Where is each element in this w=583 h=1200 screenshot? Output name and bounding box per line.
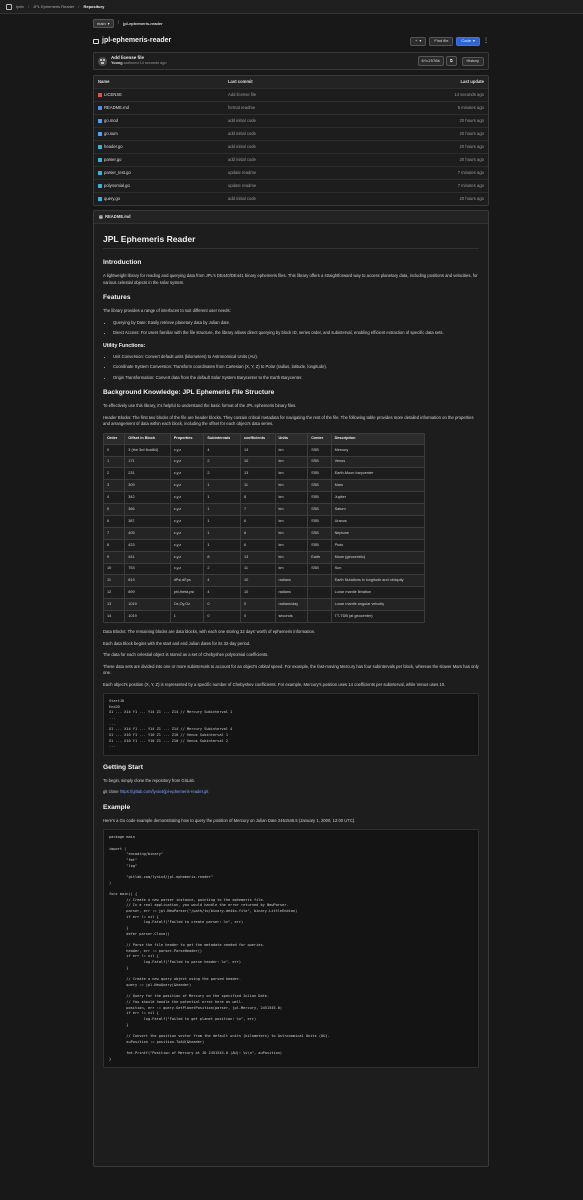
table-cell: 14 xyxy=(104,611,125,623)
file-commit[interactable]: format readme xyxy=(228,105,256,111)
file-commit[interactable]: add initial code xyxy=(228,157,256,163)
table-cell: 6 xyxy=(241,527,276,539)
table-cell: radians xyxy=(275,575,308,587)
table-cell: x,y,z xyxy=(170,539,204,551)
file-name-cell[interactable] xyxy=(98,118,228,124)
table-cell: x,y,z xyxy=(170,516,204,528)
commit-sha[interactable]: 6fc2576b xyxy=(418,56,444,66)
table-cell: 2 xyxy=(204,468,241,480)
table-cell: 309 xyxy=(125,480,170,492)
table-cell: SSB xyxy=(308,468,331,480)
chebyshev-paragraph: The data for each celestial object is stored as a set of Chebyshev polynomial coefficients. xyxy=(103,652,269,658)
last-commit-box xyxy=(93,52,489,70)
commit-actions xyxy=(418,56,484,66)
folder-icon xyxy=(93,39,99,44)
table-row xyxy=(104,563,425,575)
table-header-cell: Properties xyxy=(170,433,204,444)
table-cell: 2 xyxy=(104,468,125,480)
data-blocks-paragraph: Data Blocks: The remaining blocks are data blocks, with each one storing 32 days' worth of ephemeris information. xyxy=(103,629,316,635)
file-updated: 20 hours ago xyxy=(459,118,484,124)
table-cell: 387 xyxy=(125,516,170,528)
go-file-icon xyxy=(98,145,102,149)
table-cell: 0 xyxy=(204,611,241,623)
background-paragraph: To effectively use this library, it's helpful to understand the basic format of the JPL ephemeris binary files. xyxy=(103,403,297,409)
table-cell: 171 xyxy=(125,456,170,468)
file-commit[interactable]: update readme xyxy=(228,170,257,176)
data-block-dates-paragraph: Each data block begins with the start and end Julian dates for its 32-day period. xyxy=(103,640,251,646)
table-cell: Pluto xyxy=(331,539,424,551)
avatar[interactable] xyxy=(98,57,107,66)
table-cell: seconds xyxy=(275,611,308,623)
file-name[interactable]: header.go xyxy=(104,144,123,150)
table-cell: 1 xyxy=(204,480,241,492)
code-label: Code xyxy=(461,38,471,44)
table-row xyxy=(104,587,425,599)
table-header-cell: Offset in Block xyxy=(125,433,170,444)
breadcrumb-separator: / xyxy=(78,3,80,9)
table-row xyxy=(104,444,425,456)
repository-main xyxy=(93,18,489,1167)
readme-filename[interactable]: README.md xyxy=(104,214,131,220)
table-row[interactable] xyxy=(94,179,488,192)
table-cell: 4 xyxy=(204,444,241,456)
table-cell: Sun xyxy=(331,563,424,575)
file-commit[interactable]: add initial code xyxy=(228,144,256,150)
file-name[interactable]: LICENSE xyxy=(104,92,122,98)
table-cell: Earth Nutations in longitude and obliquity xyxy=(331,575,424,587)
table-cell: radians/day xyxy=(275,599,308,611)
table-cell: SSB xyxy=(308,480,331,492)
table-cell: 10 xyxy=(104,563,125,575)
table-cell: km xyxy=(275,516,308,528)
table-cell: Saturn xyxy=(331,504,424,516)
file-updated: 7 minutes ago xyxy=(457,170,484,176)
table-cell: x,y,z xyxy=(170,480,204,492)
table-cell: x,y,z xyxy=(170,551,204,563)
table-cell: 8 xyxy=(241,492,276,504)
table-cell: 11 xyxy=(241,563,276,575)
table-header-cell: Description xyxy=(331,433,424,444)
col-last-commit: Last commit xyxy=(228,79,253,85)
features-list xyxy=(103,320,479,337)
table-cell xyxy=(308,587,331,599)
branch-selector[interactable] xyxy=(93,19,114,28)
table-cell: radians xyxy=(275,587,308,599)
table-cell: 7 xyxy=(104,527,125,539)
table-cell: 1019 xyxy=(125,599,170,611)
table-cell: 1 xyxy=(204,516,241,528)
file-updated: 20 hours ago xyxy=(459,131,484,137)
find-file-button[interactable]: Find file xyxy=(429,37,453,46)
clone-url-link[interactable]: https://gitlab.com/lynix4/jpl-ephemeris-reader.git xyxy=(119,789,209,795)
readme-title: JPL Ephemeris Reader xyxy=(103,234,479,249)
commit-message[interactable]: Add license file xyxy=(111,55,145,61)
table-cell: 6 xyxy=(104,516,125,528)
table-cell: x,y,z xyxy=(170,504,204,516)
table-cell: 1019 xyxy=(125,611,170,623)
repo-actions xyxy=(410,37,489,46)
project-avatar-icon xyxy=(6,4,12,10)
table-cell: Earth xyxy=(308,551,331,563)
add-label: + xyxy=(415,38,418,44)
heading-introduction: Introduction xyxy=(103,259,142,267)
list-item: • Coordinate System Conversion: Transform coordinates from Cartesian (X, Y, Z) to Polar (radius, latitude, longitude). xyxy=(113,364,479,371)
code-button[interactable] xyxy=(456,37,480,46)
table-cell: 342 xyxy=(125,492,170,504)
table-cell: Lunar mantle angular velocity xyxy=(331,599,424,611)
table-cell: km xyxy=(275,444,308,456)
table-cell: Neptune xyxy=(331,527,424,539)
path-separator: / xyxy=(117,20,120,27)
header-blocks-paragraph: Header Blocks: The first two blocks of the file are header blocks. They contain critical metadata for navigating the rest of the file. The following table provides more detailed information on the properties and arrangement of data within each block, including the offset for each object's data series. xyxy=(103,414,474,427)
table-row xyxy=(104,480,425,492)
repo-title-row xyxy=(93,35,489,47)
table-cell: 10 xyxy=(241,456,276,468)
table-cell: 0 xyxy=(104,444,125,456)
file-updated: 5 minutes ago xyxy=(457,105,484,111)
file-name-cell[interactable] xyxy=(98,183,228,189)
table-cell: 1 xyxy=(104,456,125,468)
file-commit[interactable]: Add license file xyxy=(228,92,257,98)
table-cell xyxy=(308,611,331,623)
list-item: • Querying by Date: Easily retrieve planetary data by Julian date. xyxy=(113,320,479,327)
branch-name: main xyxy=(97,20,106,26)
file-name-cell[interactable] xyxy=(98,105,228,111)
table-row[interactable] xyxy=(94,88,488,101)
table-cell: x,y,z xyxy=(170,468,204,480)
table-row xyxy=(104,611,425,623)
go-file-icon xyxy=(98,184,102,188)
table-cell: 2 xyxy=(204,456,241,468)
table-cell: 14 xyxy=(241,444,276,456)
go-file-icon xyxy=(98,119,102,123)
chevron-down-icon: ▾ xyxy=(472,38,475,44)
table-cell: 1 xyxy=(204,539,241,551)
table-cell: 2 xyxy=(204,563,241,575)
file-rows xyxy=(94,88,488,205)
table-cell: 4 xyxy=(204,587,241,599)
table-row xyxy=(104,539,425,551)
table-row[interactable] xyxy=(94,166,488,179)
table-cell: 9 xyxy=(104,551,125,563)
table-cell: 899 xyxy=(125,587,170,599)
table-cell: Lunar mantle libration xyxy=(331,587,424,599)
table-row xyxy=(104,599,425,611)
table-cell: km xyxy=(275,563,308,575)
table-cell: Ox,Oy,Oz xyxy=(170,599,204,611)
heading-getting-start: Getting Start xyxy=(103,764,143,772)
table-cell: x,y,z xyxy=(170,527,204,539)
table-cell: Mercury xyxy=(331,444,424,456)
table-cell: 1 xyxy=(204,492,241,504)
table-cell: 1 xyxy=(204,527,241,539)
file-table-header xyxy=(94,76,488,88)
table-cell xyxy=(308,599,331,611)
file-updated: 7 minutes ago xyxy=(457,183,484,189)
table-cell: 3 (the 3rd float64) xyxy=(125,444,170,456)
user-avatar-icon xyxy=(98,57,107,66)
example-code-block: package main import ( "encoding/binary" "fmt" "log" "gitlab.com/lynix4/jpl-ephemeris-reader" ) func main() { // Create a new parser instance, pointing to the ephemeris file. // In a real application, you would handle the error returned by NewParser. parser, err := jpl.NewParser("/path/to/binary-de44x-file", binary.LittleEndian) if err != nil { log.Fatalf("Failed to create parser: %v", err) } defer parser.Close() // Parse the file header to get the metadata needed for queries. header, err := parser.ParseHeader() if err != nil { log.Fatalf("Failed to parse header: %v", err) } // Create a new query object using the parsed header. query := jpl.NewQuery(&header) // Query for the position of Mercury on the specified Julian Date. // You should handle the potential error here as well. position, err := query.GetPlanetPosition(parser, jpl.Mercury, 2451545.0) if err != nil { log.Fatalf("Failed to get planet position: %v", err) } // Convert the position vector from the default units (kilometers) to Astronomical Units (AU). auPosition := position.ToAU(&header) fmt.Printf("Position of Mercury at JD 2451545.0 (AU): %v\n", auPosition) } xyxy=(103,829,479,1068)
heading-background: Background Knowledge: JPL Ephemeris File Structure xyxy=(103,389,275,397)
repo-path[interactable]: jpl-ephemeris-reader xyxy=(123,20,163,26)
table-cell: 231 xyxy=(125,468,170,480)
table-cell: 13 xyxy=(241,468,276,480)
breadcrumb-separator: / xyxy=(28,3,30,9)
col-last-update: Last update xyxy=(460,79,484,85)
getting-start-paragraph: To begin, simply clone the repository from GitLab. xyxy=(103,777,195,783)
table-cell: km xyxy=(275,468,308,480)
license-icon xyxy=(98,93,102,97)
history-button[interactable]: History xyxy=(462,57,484,66)
example-paragraph: Here's a Go code example demonstrating how to query the position of Mercury on Julian Date 2451545.5 (January 1, 2000, 12:00 UTC). xyxy=(103,817,356,823)
table-row xyxy=(104,551,425,563)
table-cell: SSB xyxy=(308,456,331,468)
table-cell: 441 xyxy=(125,551,170,563)
table-cell: Uranus xyxy=(331,516,424,528)
table-cell: km xyxy=(275,551,308,563)
table-cell: Mars xyxy=(331,480,424,492)
table-cell: 8 xyxy=(204,551,241,563)
go-file-icon xyxy=(98,132,102,136)
table-cell: Jupiter xyxy=(331,492,424,504)
table-row[interactable] xyxy=(94,101,488,114)
table-cell: 7 xyxy=(241,504,276,516)
table-cell: 12 xyxy=(104,587,125,599)
table-cell: 0 xyxy=(204,599,241,611)
table-cell: 753 xyxy=(125,563,170,575)
col-name: Name xyxy=(98,79,110,85)
table-cell: 6 xyxy=(241,539,276,551)
intro-paragraph: A lightweight library for reading and querying data from JPL's DE440/DE441 binary ephemeris files. This library offers a straightforward way to access planetary data, including positions and velocities, for various celestial objects in the solar system. xyxy=(103,273,478,285)
commit-info xyxy=(111,55,166,66)
file-name-cell[interactable] xyxy=(98,144,228,150)
list-item: • Unit Conversion: Convert default units (kilometers) to Astronomical Units (AU). xyxy=(113,354,479,361)
table-row xyxy=(104,516,425,528)
table-cell: x,y,z xyxy=(170,456,204,468)
table-cell: 4 xyxy=(204,575,241,587)
copy-icon[interactable]: ⧉ xyxy=(446,56,457,66)
file-updated: 20 hours ago xyxy=(459,157,484,163)
go-file-icon xyxy=(98,171,102,175)
subintervals-paragraph: These data sets are divided into one or more subintervals to account for an object's orbital speed. For example, the fast-moving Mercury has four subintervals per block, whereas the slower Mars has only one. xyxy=(103,663,479,676)
table-header-cell: Subintervals xyxy=(204,433,241,444)
file-commit[interactable]: add initial code xyxy=(228,131,256,137)
table-cell: x,y,z xyxy=(170,444,204,456)
table-row xyxy=(104,527,425,539)
chevron-down-icon: ▾ xyxy=(107,20,110,26)
utility-list xyxy=(103,354,479,382)
go-file-icon xyxy=(98,158,102,162)
file-updated: 14 seconds ago xyxy=(454,92,484,98)
readme-content xyxy=(94,224,488,1068)
table-cell: 10 xyxy=(241,587,276,599)
layout-code-block: StartJD EndJD X1 ... X14 Y1 ... Y14 Z1 ... Z14 // Mercury Subinterval 1 ... ... X1 ... X14 Y1 ... Y14 Z1 ... Z14 // Mercury Subinterval 4 X1 ... X10 Y1 ... Y10 Z1 ... Z10 // Venus Subinterval 1 X1 ... X10 Y1 ... Y10 Z1 ... Z10 // Venus Subinterval 2 ... xyxy=(103,693,479,756)
table-cell: SSB xyxy=(308,563,331,575)
file-commit[interactable]: update readme xyxy=(228,183,257,189)
table-row xyxy=(104,492,425,504)
file-name-cell[interactable] xyxy=(98,196,228,202)
table-cell: SSB xyxy=(308,539,331,551)
table-cell: 11 xyxy=(104,575,125,587)
table-cell: Moon (geocentric) xyxy=(331,551,424,563)
coefficients-paragraph: Each object's position (X, Y, Z) is represented by a specific number of Chebyshev coefficients. For example, Mercury's position uses 14 coefficients per subinterval, while Venus uses 10. xyxy=(103,681,446,687)
features-paragraph: The library provides a range of interfaces to suit different user needs: xyxy=(103,308,231,314)
heading-example: Example xyxy=(103,803,131,811)
table-cell: 6 xyxy=(241,516,276,528)
file-table xyxy=(93,75,489,206)
file-commit[interactable]: add initial code xyxy=(228,196,256,202)
table-cell: 366 xyxy=(125,504,170,516)
table-cell: x,y,z xyxy=(170,492,204,504)
table-body xyxy=(104,444,425,622)
clone-command xyxy=(103,789,479,796)
chevron-down-icon: ▾ xyxy=(419,38,422,44)
table-row xyxy=(104,456,425,468)
table-cell: x,y,z xyxy=(170,563,204,575)
file-name[interactable]: go.sum xyxy=(104,131,118,137)
table-header-row xyxy=(104,433,425,444)
table-cell: SSB xyxy=(308,504,331,516)
breadcrumb-current: Repository xyxy=(83,3,105,9)
heading-features: Features xyxy=(103,294,131,302)
table-row[interactable] xyxy=(94,140,488,153)
table-cell: 13 xyxy=(241,551,276,563)
table-cell: 10 xyxy=(241,575,276,587)
file-name-cell[interactable] xyxy=(98,131,228,137)
readme-panel xyxy=(93,210,489,1167)
file-name-cell[interactable] xyxy=(98,157,228,163)
file-commit[interactable]: add initial code xyxy=(228,118,256,124)
table-cell: km xyxy=(275,504,308,516)
document-icon: ▤ xyxy=(99,214,103,220)
table-row xyxy=(104,468,425,480)
table-cell: 423 xyxy=(125,539,170,551)
branch-row xyxy=(93,18,489,29)
list-item: • Direct Access: For users familiar with the file structure, the library allows direct querying by block ID, series order, and subinterval, enabling efficient extraction of specific data sets. xyxy=(113,330,479,337)
table-cell: km xyxy=(275,527,308,539)
go-file-icon xyxy=(98,197,102,201)
structure-table xyxy=(103,433,425,623)
table-cell: 819 xyxy=(125,575,170,587)
table-cell: 8 xyxy=(104,539,125,551)
table-row[interactable] xyxy=(94,153,488,166)
table-cell: dPsi,dEps xyxy=(170,575,204,587)
table-cell: km xyxy=(275,539,308,551)
commit-meta xyxy=(111,61,166,66)
table-cell: SSB xyxy=(308,492,331,504)
table-cell: 1 xyxy=(204,504,241,516)
table-header-cell: Center xyxy=(308,433,331,444)
table-row[interactable] xyxy=(94,114,488,127)
table-cell: SSB xyxy=(308,516,331,528)
repo-title-text: jpl-ephemeris-reader xyxy=(102,37,172,45)
list-item: • Origin Transformation: Convert data from the default Solar System Barycenter to the Earth Barycenter. xyxy=(113,375,479,382)
table-cell: 405 xyxy=(125,527,170,539)
table-cell: phi,theta,psi xyxy=(170,587,204,599)
add-menu-button[interactable] xyxy=(410,37,426,46)
file-name[interactable]: README.md xyxy=(104,105,129,111)
breadcrumb-project[interactable]: JPL Ephemeris Reader xyxy=(33,3,75,9)
commit-author[interactable]: Young xyxy=(111,61,123,66)
table-cell: 0 xyxy=(241,599,276,611)
file-name[interactable]: parser.go xyxy=(104,157,122,163)
file-updated: 20 hours ago xyxy=(459,144,484,150)
breadcrumb-group[interactable]: lynix xyxy=(16,3,25,9)
table-header-cell: coefficients xyxy=(241,433,276,444)
heading-utility: Utility Functions: xyxy=(103,342,146,349)
table-header-cell: Order xyxy=(104,433,125,444)
table-cell: Venus xyxy=(331,456,424,468)
table-cell: km xyxy=(275,492,308,504)
file-name[interactable]: polynomial.go xyxy=(104,183,130,189)
table-cell: TT-TDB (at geocenter) xyxy=(331,611,424,623)
table-cell: SSB xyxy=(308,444,331,456)
table-cell xyxy=(308,575,331,587)
table-row[interactable] xyxy=(94,192,488,205)
table-cell: SSB xyxy=(308,527,331,539)
clone-prefix: git clone xyxy=(103,789,119,795)
file-name-cell[interactable] xyxy=(98,170,228,176)
file-name-cell[interactable] xyxy=(98,92,228,98)
more-actions-icon[interactable]: ⋮ xyxy=(483,37,489,44)
table-cell: Earth-Moon barycenter xyxy=(331,468,424,480)
table-cell: 3 xyxy=(104,480,125,492)
table-row xyxy=(104,575,425,587)
table-cell: 4 xyxy=(104,492,125,504)
file-name[interactable]: go.mod xyxy=(104,118,118,124)
table-cell: km xyxy=(275,456,308,468)
table-header-cell: Units xyxy=(275,433,308,444)
repo-title xyxy=(93,36,171,45)
table-cell: 13 xyxy=(104,599,125,611)
readme-header xyxy=(94,211,488,224)
top-breadcrumb-bar xyxy=(0,0,583,14)
table-cell: 5 xyxy=(104,504,125,516)
file-name[interactable]: query.go xyxy=(104,196,120,202)
table-row xyxy=(104,504,425,516)
file-updated: 20 hours ago xyxy=(459,196,484,202)
commit-time: authored 14 seconds ago xyxy=(123,61,167,66)
table-cell: km xyxy=(275,480,308,492)
markdown-icon xyxy=(98,106,102,110)
table-cell: 1 xyxy=(170,611,204,623)
table-cell: 11 xyxy=(241,480,276,492)
file-name[interactable]: parser_test.go xyxy=(104,170,131,176)
table-cell: 0 xyxy=(241,611,276,623)
table-row[interactable] xyxy=(94,127,488,140)
